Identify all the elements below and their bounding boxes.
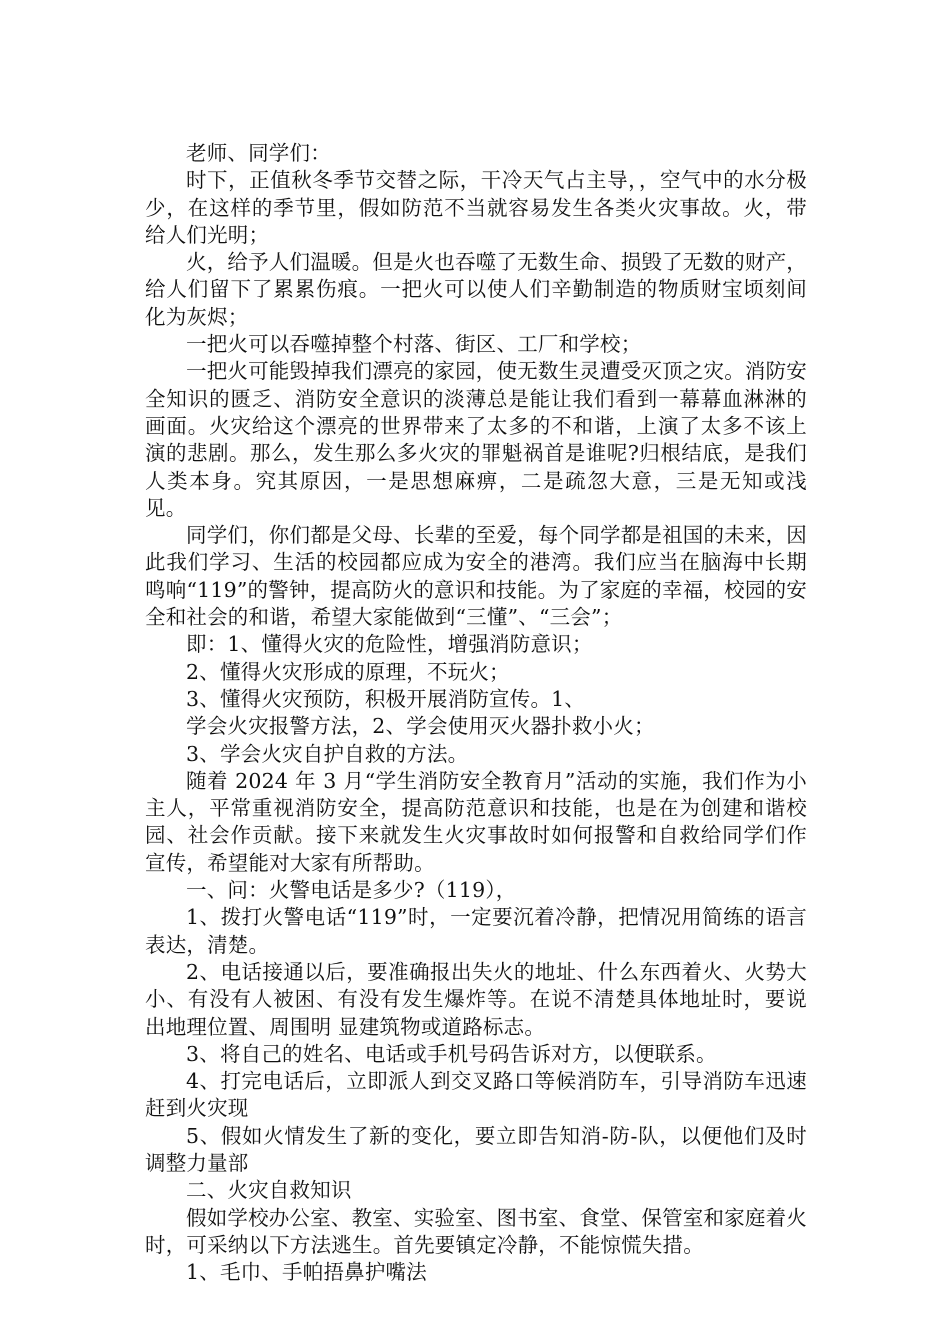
paragraph-question-119: 一、问：火警电话是多少?（119），: [186, 878, 517, 903]
paragraph-learn-1-2: 学会火灾报警方法，2、学会使用灭火器扑救小火；: [186, 714, 655, 739]
paragraph-step-1: 1、拨打火警电话“119”时，一定要沉着冷静，把情况用简练的语言表达，清楚。: [145, 905, 807, 957]
paragraph-fire-disaster: 一把火可能毁掉我们漂亮的家园，使无数生灵遭受灭顶之灾。消防安全知识的匮乏、消防安全意识的淡薄总是能让我们看到一幕幕血淋淋的画面。火灾给这个漂亮的世界带来了太多的不和谐，上演了太多不该上演的悲剧。那么，发生那么多火灾的罪魁祸首是谁呢?归根结底，是我们人类本身。究其原因，一是思想麻痹，二是疏忽大意，三是无知或浅见。: [145, 359, 807, 520]
paragraph-salutation: 老师、同学们：: [186, 141, 331, 165]
paragraph-intro-season: 时下，正值秋冬季节交替之际，干冷天气占主导，，空气中的水分极少，在这样的季节里，假如防范不当就容易发生各类火灾事故。火，带给人们光明；: [145, 168, 807, 247]
paragraph-step-5: 5、假如火情发生了新的变化，要立即告知消-防-队，以便他们及时调整力量部: [145, 1123, 807, 1175]
paragraph-understand-2: 2、懂得火灾形成的原理，不玩火；: [186, 659, 510, 684]
paragraph-fire-warmth: 火，给予人们温暖。但是火也吞噬了无数生命、损毁了无数的财产，给人们留下了累累伤痕。一把火可以使人们辛勤制造的物质财宝顷刻间化为灰烬；: [145, 250, 807, 329]
paragraph-fire-village: 一把火可以吞噬掉整个村落、街区、工厂和学校；: [186, 332, 642, 357]
paragraph-understand-1: 即：1、懂得火灾的危险性，增强消防意识；: [186, 632, 593, 657]
document-page: [145, 140, 807, 1286]
paragraph-step-2: 2、电话接通以后，要准确报出失火的地址、什么东西着火、火势大小、有没有人被困、有没有发生爆炸等。在说不清楚具体地址时，要说出地理位置、周围明 显建筑物或道路标志。: [145, 959, 807, 1039]
paragraph-learn-3: 3、学会火灾自护自救的方法。: [186, 741, 469, 766]
paragraph-students-appeal: 同学们，你们都是父母、长辈的至爱，每个同学都是祖国的未来，因此我们学习、生活的校园都应成为安全的港湾。我们应当在脑海中长期鸣响“119”的警钟，提高防火的意识和技能。为了家庭的幸福，校园的安全和社会的和谐，希望大家能做到“三懂”、“三会”；: [145, 523, 807, 630]
paragraph-step-3: 3、将自己的姓名、电话或手机号码告诉对方，以便联系。: [186, 1041, 717, 1066]
paragraph-step-4: 4、打完电话后，立即派人到交叉路口等候消防车，引导消防车迅速赶到火灾现: [145, 1069, 807, 1121]
section-heading-self-rescue: 二、火灾自救知识: [186, 1178, 352, 1203]
paragraph-understand-3: 3、懂得火灾预防，积极开展消防宣传。1、: [186, 686, 586, 711]
paragraph-towel-method: 1、毛巾、手帕捂鼻护嘴法: [186, 1260, 427, 1285]
paragraph-escape-methods: 假如学校办公室、教室、实验室、图书室、食堂、保管室和家庭着火时，可采纳以下方法逃生。首先要镇定冷静，不能惊慌失措。: [145, 1205, 807, 1257]
paragraph-education-month: 随着 2024 年 3 月“学生消防安全教育月”活动的实施，我们作为小主人，平常重视消防安全，提高防范意识和技能，也是在为创建和谐校园、社会作贡献。接下来就发生火灾事故时如何报警和自救给同学们作宣传，希望能对大家有所帮助。: [145, 768, 807, 875]
